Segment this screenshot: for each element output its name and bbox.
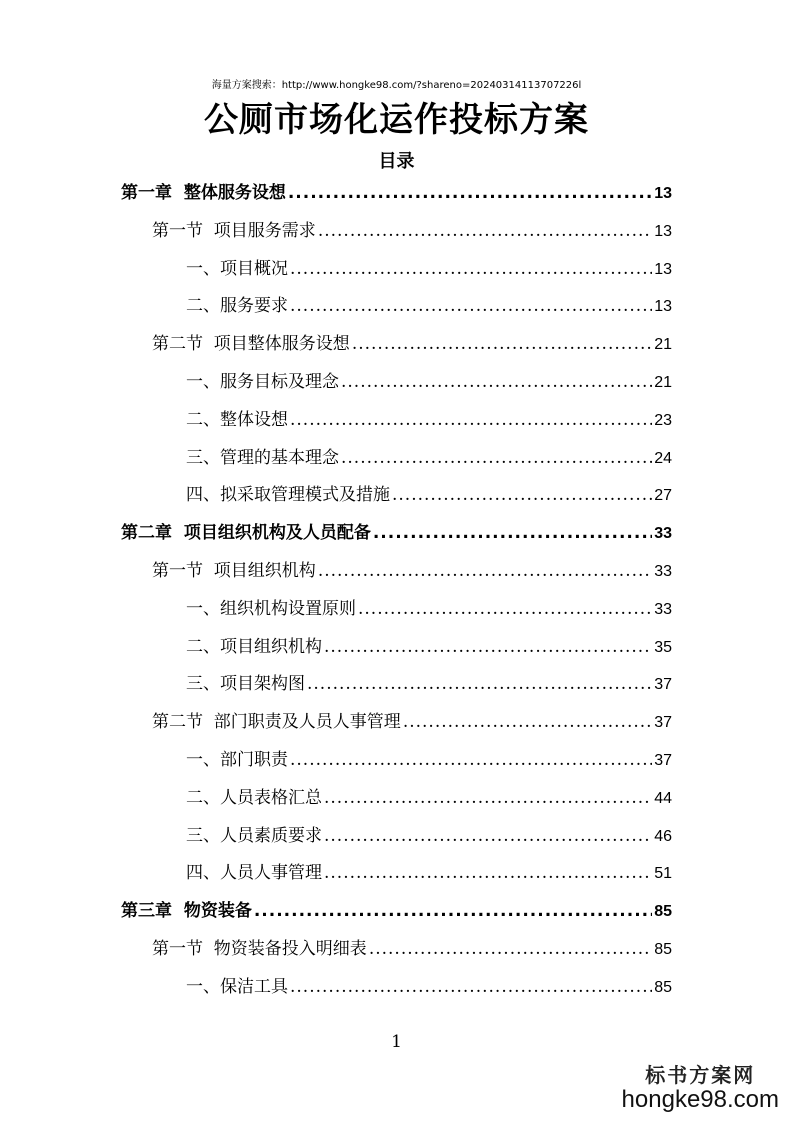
toc-entry-page: 44 [654,789,672,807]
toc-entry[interactable] [121,518,672,548]
toc-dot-leader [324,826,652,846]
toc-heading: 目录 [378,151,415,172]
toc-entry-label: 四、拟采取管理模式及措施 [186,485,390,506]
toc-entry-label: 二、人员表格汇总 [186,787,322,808]
toc-entry-label: 第二章 项目组织机构及人员配备 [121,523,371,544]
toc-entry[interactable] [186,367,672,397]
toc-entry[interactable] [186,632,672,662]
toc-entry-page: 13 [654,298,672,316]
toc-entry-label: 第一章 整体服务设想 [121,183,286,203]
site-watermark [622,1059,779,1114]
toc-entry-page: 23 [654,411,672,429]
toc-dot-leader [318,221,652,241]
toc-entry-page: 51 [654,865,672,883]
toc-entry[interactable] [186,594,672,624]
toc-entry[interactable] [186,821,672,851]
toc-entry-label: 第二节 部门职责及人员人事管理 [152,712,401,733]
toc-entry-label: 二、整体设想 [186,409,288,430]
toc-dot-leader [290,259,652,279]
toc-dot-leader [290,296,652,316]
toc-dot-leader [324,788,652,808]
toc-entry-label: 三、项目架构图 [186,674,305,695]
toc-entry-label: 第一节 项目服务需求 [152,220,316,241]
toc-entry[interactable] [186,669,672,699]
toc-dot-leader [254,901,652,921]
toc-entry-label: 第一节 物资装备投入明细表 [152,939,367,959]
toc-entry[interactable] [186,745,672,775]
toc-entry-page: 35 [654,638,672,656]
toc-dot-leader [290,977,652,997]
document-title: 公厕市场化运作投标方案 [204,100,589,140]
page-number: 1 [391,1032,402,1052]
toc-entry-page: 21 [654,336,672,354]
toc-dot-leader [288,183,652,203]
toc-entry-label: 第二节 项目整体服务设想 [152,334,350,355]
toc-dot-leader [369,939,652,959]
toc-entry[interactable] [186,972,672,1002]
toc-dot-leader [324,863,652,883]
toc-entry-page: 13 [654,222,672,240]
toc-entry[interactable] [186,254,672,284]
toc-entry-page: 46 [654,827,672,845]
toc-entry-label: 第三章 物资装备 [121,901,252,922]
toc-dot-leader [403,712,652,732]
toc-entry-page: 37 [654,676,672,694]
header-search-note: 海量方案搜索：http://www.hongke98.com/?shareno=20240314113707226l [211,80,582,91]
watermark-en-text: hongke98.com [621,1086,779,1113]
toc-entry-page: 33 [654,525,672,543]
toc-entry-label: 一、部门职责 [186,750,288,770]
toc-entry[interactable] [121,896,672,926]
toc-dot-leader [318,561,652,581]
toc-entry-page: 24 [654,449,672,467]
toc-entry-label: 一、项目概况 [186,258,288,279]
toc-entry-label: 第一节 项目组织机构 [152,561,316,581]
toc-dot-leader [290,750,652,770]
toc-entry-page: 37 [654,714,672,732]
toc-entry-label: 四、人员人事管理 [186,863,322,884]
toc-entry-page: 27 [654,487,672,505]
toc-entry-page: 85 [654,941,672,958]
watermark-cn-text: 标书方案网 [645,1063,756,1087]
toc-dot-leader [341,372,652,392]
toc-entry-label: 一、组织机构设置原则 [186,598,356,619]
toc-dot-leader [392,485,652,505]
toc-entry[interactable] [152,216,672,246]
toc-entry[interactable] [186,443,672,473]
toc-entry-label: 一、服务目标及理念 [186,372,339,392]
toc-entry[interactable] [152,329,672,359]
toc-dot-leader [307,674,652,694]
toc-entry[interactable] [186,783,672,813]
toc-entry-label: 三、人员素质要求 [186,825,322,846]
toc-entry-page: 85 [654,978,672,996]
toc-entry-page: 21 [654,374,672,391]
toc-dot-leader [352,334,652,354]
toc-entry-label: 一、保洁工具 [186,976,288,997]
toc-entry[interactable] [121,178,672,208]
toc-entry-label: 二、服务要求 [186,296,288,317]
toc-entry[interactable] [186,480,672,510]
toc-entry-label: 三、管理的基本理念 [186,447,339,468]
toc-entry[interactable] [152,934,672,964]
toc-entry-page: 13 [654,185,672,202]
toc-entry[interactable] [152,707,672,737]
toc-entry-page: 13 [654,260,672,278]
toc-entry[interactable] [186,405,672,435]
toc-entry-page: 33 [654,600,672,618]
toc-entry[interactable] [152,556,672,586]
toc-entry-page: 85 [654,903,672,921]
toc-dot-leader [373,523,652,543]
toc-entry[interactable] [186,291,672,321]
toc-entry-page: 33 [654,563,672,580]
toc-dot-leader [290,410,652,430]
toc-entry[interactable] [186,858,672,888]
toc-dot-leader [358,599,652,619]
toc-entry-label: 二、项目组织机构 [186,636,322,657]
toc-entry-page: 37 [654,752,672,769]
toc-dot-leader [324,637,652,657]
toc-dot-leader [341,448,652,468]
